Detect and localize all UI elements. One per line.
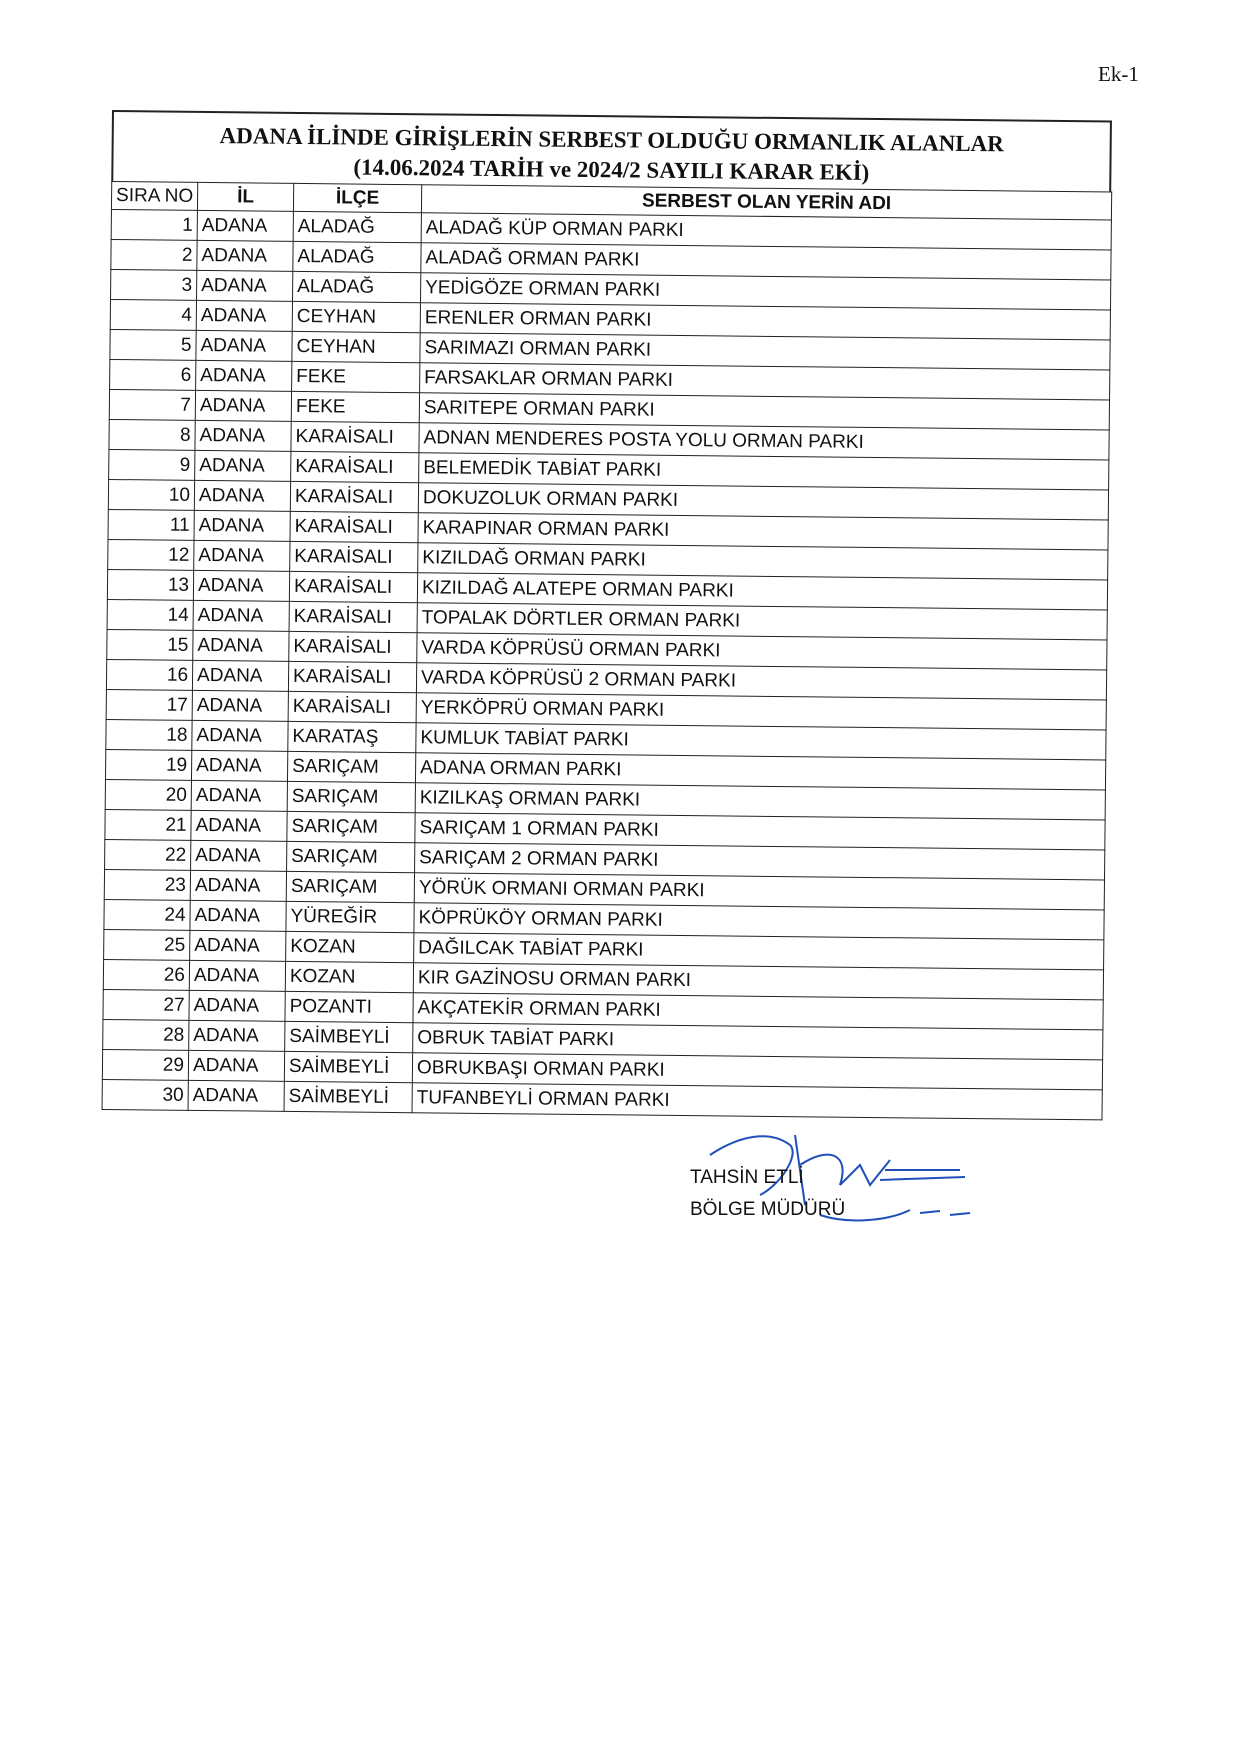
cell-ilce: FEKE [291,391,419,422]
cell-place-name: DOKUZOLUK ORMAN PARKI [418,483,1108,520]
cell-place-name: SARIÇAM 2 ORMAN PARKI [415,843,1105,880]
cell-place-name: KIR GAZİNOSU ORMAN PARKI [413,963,1103,1000]
cell-ilce: SARIÇAM [287,751,415,782]
header-place-name: SERBEST OLAN YERİN ADI [421,185,1111,220]
cell-sira-no: 7 [109,389,195,420]
cell-sira-no: 25 [104,929,190,960]
cell-sira-no: 18 [106,719,192,750]
cell-place-name: ADNAN MENDERES POSTA YOLU ORMAN PARKI [419,423,1109,460]
cell-sira-no: 15 [107,629,193,660]
cell-il: ADANA [197,270,293,301]
cell-ilce: KARAİSALI [290,481,418,512]
cell-sira-no: 30 [102,1079,188,1110]
table-body [102,209,1111,1119]
header-sira-no: SIRA NO [111,182,197,211]
cell-place-name: TUFANBEYLİ ORMAN PARKI [412,1083,1102,1120]
cell-ilce: SARIÇAM [286,871,414,902]
cell-place-name: ADANA ORMAN PARKI [415,753,1105,790]
cell-il: ADANA [195,450,291,481]
cell-il: ADANA [196,300,292,331]
cell-sira-no: 3 [111,269,197,300]
cell-il: ADANA [192,660,288,691]
cell-sira-no: 27 [103,989,189,1020]
cell-ilce: KOZAN [285,961,413,992]
cell-sira-no: 29 [102,1049,188,1080]
cell-sira-no: 23 [104,869,190,900]
cell-ilce: KARAİSALI [290,541,418,572]
cell-place-name: VARDA KÖPRÜSÜ 2 ORMAN PARKI [416,663,1106,700]
cell-il: ADANA [194,510,290,541]
cell-place-name: ALADAĞ KÜP ORMAN PARKI [421,213,1111,250]
cell-place-name: SARITEPE ORMAN PARKI [419,393,1109,430]
cell-sira-no: 5 [110,329,196,360]
cell-ilce: SAİMBEYLİ [284,1051,412,1082]
cell-sira-no: 20 [105,779,191,810]
document-body [102,110,1112,1120]
cell-sira-no: 21 [105,809,191,840]
cell-il: ADANA [197,240,293,271]
cell-il: ADANA [190,900,286,931]
cell-sira-no: 9 [109,449,195,480]
cell-il: ADANA [191,750,287,781]
cell-sira-no: 6 [110,359,196,390]
cell-sira-no: 11 [108,509,194,540]
cell-place-name: BELEMEDİK TABİAT PARKI [419,453,1109,490]
cell-ilce: FEKE [292,361,420,392]
cell-place-name: SARIÇAM 1 ORMAN PARKI [415,813,1105,850]
cell-ilce: ALADAĞ [293,271,421,302]
cell-il: ADANA [188,1050,284,1081]
cell-place-name: VARDA KÖPRÜSÜ ORMAN PARKI [417,633,1107,670]
cell-il: ADANA [191,780,287,811]
cell-sira-no: 2 [111,239,197,270]
cell-il: ADANA [197,210,293,241]
cell-ilce: SARIÇAM [287,781,415,812]
cell-sira-no: 10 [108,479,194,510]
cell-il: ADANA [193,570,289,601]
cell-il: ADANA [193,600,289,631]
cell-ilce: KARAİSALI [289,601,417,632]
cell-ilce: CEYHAN [292,301,420,332]
cell-sira-no: 8 [109,419,195,450]
cell-ilce: SARIÇAM [287,811,415,842]
title-line-2: (14.06.2024 TARİH ve 2024/2 SAYILI KARAR EKİ) [353,154,870,185]
cell-place-name: KUMLUK TABİAT PARKI [416,723,1106,760]
cell-ilce: SAİMBEYLİ [284,1081,412,1112]
cell-il: ADANA [195,390,291,421]
cell-sira-no: 28 [103,1019,189,1050]
cell-sira-no: 12 [108,539,194,570]
cell-place-name: ERENLER ORMAN PARKI [420,303,1110,340]
cell-ilce: YÜREĞİR [286,901,414,932]
annex-label: Ek-1 [1098,62,1139,86]
cell-il: ADANA [193,630,289,661]
cell-il: ADANA [191,810,287,841]
cell-place-name: YERKÖPRÜ ORMAN PARKI [416,693,1106,730]
cell-il: ADANA [191,840,287,871]
cell-ilce: KARAİSALI [290,511,418,542]
cell-place-name: KIZILDAĞ ALATEPE ORMAN PARKI [417,573,1107,610]
cell-ilce: CEYHAN [292,331,420,362]
title-line-1: ADANA İLİNDE GİRİŞLERİN SERBEST OLDUĞU ORMANLIK ALANLAR [219,123,1004,157]
cell-sira-no: 24 [104,899,190,930]
cell-il: ADANA [195,420,291,451]
cell-ilce: KOZAN [286,931,414,962]
cell-place-name: AKÇATEKİR ORMAN PARKI [413,993,1103,1030]
cell-place-name: FARSAKLAR ORMAN PARKI [420,363,1110,400]
cell-place-name: DAĞILCAK TABİAT PARKI [414,933,1104,970]
cell-il: ADANA [192,720,288,751]
cell-ilce: KARAİSALI [291,451,419,482]
cell-place-name: KIZILDAĞ ORMAN PARKI [418,543,1108,580]
cell-il: ADANA [188,1080,284,1111]
cell-sira-no: 13 [107,569,193,600]
cell-sira-no: 26 [103,959,189,990]
cell-ilce: SAİMBEYLİ [285,1021,413,1052]
cell-sira-no: 16 [106,659,192,690]
cell-place-name: TOPALAK DÖRTLER ORMAN PARKI [417,603,1107,640]
cell-place-name: YÖRÜK ORMANI ORMAN PARKI [414,873,1104,910]
cell-il: ADANA [194,480,290,511]
cell-ilce: KARAİSALI [289,571,417,602]
cell-il: ADANA [192,690,288,721]
cell-ilce: SARIÇAM [287,841,415,872]
signature-block [690,1162,845,1226]
cell-place-name: ALADAĞ ORMAN PARKI [421,243,1111,280]
cell-place-name: KARAPINAR ORMAN PARKI [418,513,1108,550]
cell-sira-no: 14 [107,599,193,630]
cell-ilce: KARATAŞ [288,721,416,752]
cell-place-name: YEDİGÖZE ORMAN PARKI [420,273,1110,310]
cell-il: ADANA [189,1020,285,1051]
cell-ilce: ALADAĞ [293,241,421,272]
signer-role: BÖLGE MÜDÜRÜ [690,1199,846,1220]
signer-name: TAHSİN ETLİ [690,1167,804,1188]
cell-il: ADANA [190,870,286,901]
cell-il: ADANA [189,990,285,1021]
cell-sira-no: 22 [105,839,191,870]
cell-ilce: KARAİSALI [288,661,416,692]
cell-ilce: POZANTI [285,991,413,1022]
cell-il: ADANA [194,540,290,571]
cell-ilce: KARAİSALI [289,631,417,662]
cell-ilce: ALADAĞ [293,211,421,242]
cell-place-name: KIZILKAŞ ORMAN PARKI [415,783,1105,820]
cell-il: ADANA [196,330,292,361]
cell-sira-no: 17 [106,689,192,720]
cell-il: ADANA [189,960,285,991]
cell-place-name: OBRUKBAŞI ORMAN PARKI [412,1053,1102,1090]
forest-areas-table [102,181,1113,1120]
cell-sira-no: 4 [110,299,196,330]
cell-place-name: OBRUK TABİAT PARKI [413,1023,1103,1060]
document-title [111,110,1112,191]
cell-sira-no: 19 [105,749,191,780]
cell-ilce: KARAİSALI [288,691,416,722]
header-ilce: İLÇE [293,183,421,212]
cell-il: ADANA [196,360,292,391]
cell-sira-no: 1 [111,209,197,240]
cell-ilce: KARAİSALI [291,421,419,452]
cell-il: ADANA [190,930,286,961]
cell-place-name: KÖPRÜKÖY ORMAN PARKI [414,903,1104,940]
header-il: İL [197,182,293,211]
cell-place-name: SARIMAZI ORMAN PARKI [420,333,1110,370]
